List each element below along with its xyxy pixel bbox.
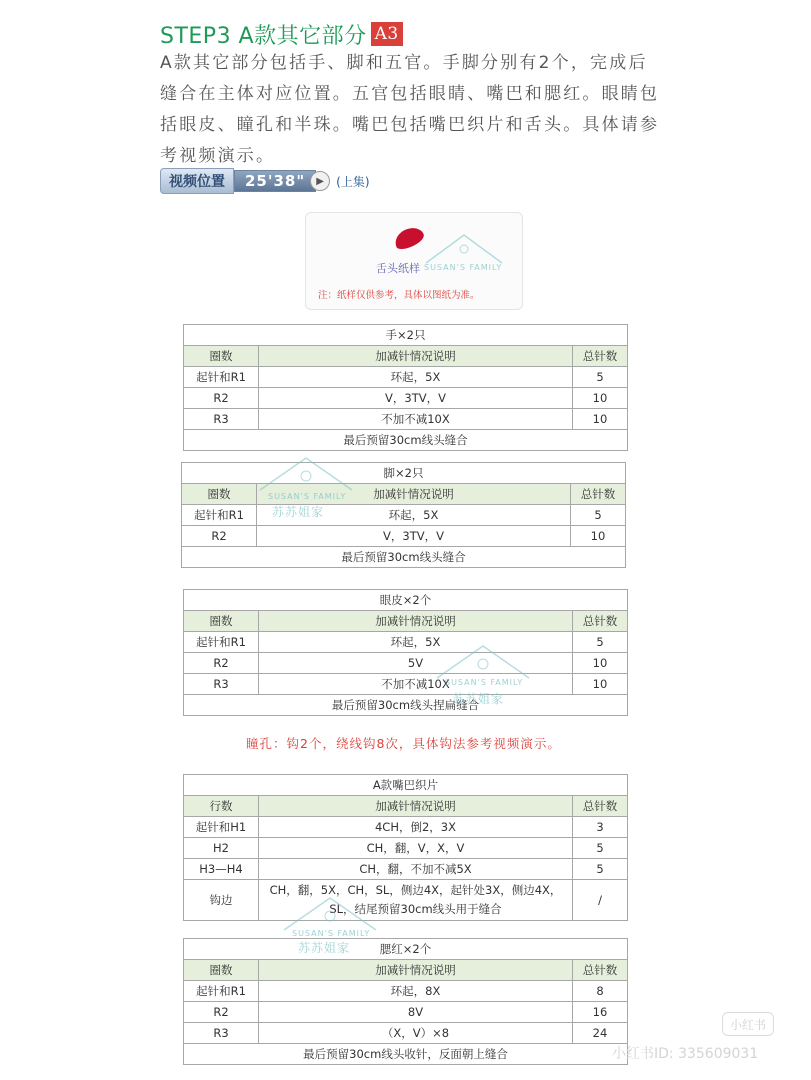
video-part-label: (上集) — [336, 174, 370, 189]
row-total: 3 — [573, 817, 628, 838]
row-instruction: 8V — [259, 1002, 573, 1023]
row-total: 5 — [571, 505, 626, 526]
pattern-note: 注：纸样仅供参考，具体以图纸为准。 — [318, 290, 480, 301]
row-instruction: 环起，5X — [257, 505, 571, 526]
pupil-note: 瞳孔：钩2个，绕线钩8次，具体钩法参考视频演示。 — [246, 736, 561, 751]
table-row — [184, 674, 628, 695]
column-header: 圈数 — [184, 611, 259, 632]
row-round: H3—H4 — [184, 859, 259, 880]
table-caption: 脚×2只 — [182, 463, 626, 484]
row-total: 5 — [573, 632, 628, 653]
blush-table — [183, 938, 628, 1065]
column-header: 加减针情况说明 — [259, 796, 573, 817]
row-total: 8 — [573, 981, 628, 1002]
step-title-text: STEP3 A款其它部分 — [160, 23, 367, 49]
row-instruction: 不加不减10X — [259, 409, 573, 430]
column-header: 加减针情况说明 — [259, 611, 573, 632]
watermark-text: 苏苏姐家 — [452, 692, 505, 706]
table-footer: 最后预留30cm线头收针，反面朝上缝合 — [184, 1044, 628, 1065]
column-header: 总针数 — [573, 346, 628, 367]
row-round: 起针和R1 — [184, 632, 259, 653]
row-instruction: CH，翻，V，X，V — [259, 838, 573, 859]
column-header: 总针数 — [573, 796, 628, 817]
row-round: 钩边 — [184, 880, 259, 921]
column-header: 行数 — [184, 796, 259, 817]
house-watermark-icon — [424, 227, 504, 267]
column-header: 加减针情况说明 — [257, 484, 571, 505]
table-row — [184, 981, 628, 1002]
row-instruction: 环起，8X — [259, 981, 573, 1002]
table-row — [184, 388, 628, 409]
video-position-bar[interactable] — [160, 168, 370, 194]
table-row — [184, 653, 628, 674]
house-watermark-icon — [282, 892, 378, 932]
column-header: 圈数 — [182, 484, 257, 505]
column-header: 圈数 — [184, 960, 259, 981]
row-round: H2 — [184, 838, 259, 859]
table-row — [182, 505, 626, 526]
row-instruction: CH，翻，不加不减5X — [259, 859, 573, 880]
watermark-text: SUSAN'S FAMILY — [292, 929, 371, 938]
column-header: 总针数 — [573, 960, 628, 981]
table-caption: 手×2只 — [184, 325, 628, 346]
hand-table — [183, 324, 628, 451]
video-timestamp: 25'38" — [234, 170, 316, 192]
table-footer: 最后预留30cm线头捏扁缝合 — [184, 695, 628, 716]
xiaohongshu-logo: 小红书 — [722, 1012, 774, 1036]
xiaohongshu-id: 小红书ID: 335609031 — [612, 1046, 759, 1062]
table-row — [184, 632, 628, 653]
row-total: 5 — [573, 367, 628, 388]
row-total: 16 — [573, 1002, 628, 1023]
column-header: 圈数 — [184, 346, 259, 367]
table-row — [184, 367, 628, 388]
row-total: 24 — [573, 1023, 628, 1044]
row-round: R2 — [184, 388, 259, 409]
row-instruction: 4CH，倒2，3X — [259, 817, 573, 838]
table-caption: A款嘴巴织片 — [184, 775, 628, 796]
row-instruction: V，3TV，V — [259, 388, 573, 409]
row-total: 5 — [573, 859, 628, 880]
watermark-text: SUSAN'S FAMILY — [268, 492, 347, 501]
row-instruction: 环起，5X — [259, 367, 573, 388]
row-total: 10 — [573, 409, 628, 430]
table-row — [182, 526, 626, 547]
row-instruction: CH，翻，5X，CH，SL，侧边4X，起针处3X，侧边4X，SL，结尾预留30cm线头用于缝合 — [259, 880, 573, 921]
row-instruction: 环起，5X — [259, 632, 573, 653]
table-row — [184, 817, 628, 838]
intro-paragraph: A款其它部分包括手、脚和五官。手脚分别有2个，完成后缝合在主体对应位置。五官包括眼睛、嘴巴和腮红。眼睛包括眼皮、瞳孔和半珠。嘴巴包括嘴巴织片和舌头。具体请参考视频演示。 — [160, 53, 660, 166]
table-footer: 最后预留30cm线头缝合 — [184, 430, 628, 451]
column-header: 总针数 — [571, 484, 626, 505]
watermark-text: 苏苏姐家 — [298, 941, 351, 955]
row-instruction: V，3TV，V — [257, 526, 571, 547]
row-round: R2 — [184, 653, 259, 674]
mouth-table — [183, 774, 628, 921]
tongue-pattern-card — [305, 212, 523, 310]
table-caption: 腮红×2个 — [184, 939, 628, 960]
row-round: 起针和R1 — [184, 367, 259, 388]
row-instruction: 5V — [259, 653, 573, 674]
row-round: R2 — [182, 526, 257, 547]
foot-table — [181, 462, 626, 568]
table-footer: 最后预留30cm线头缝合 — [182, 547, 626, 568]
row-round: R2 — [184, 1002, 259, 1023]
column-header: 总针数 — [573, 611, 628, 632]
table-row — [184, 409, 628, 430]
watermark-text: SUSAN'S FAMILY — [424, 263, 503, 272]
watermark-text: 苏苏姐家 — [272, 505, 325, 519]
row-round: R3 — [184, 409, 259, 430]
table-row — [184, 1023, 628, 1044]
house-watermark-icon — [258, 452, 354, 492]
table-caption: 眼皮×2个 — [184, 590, 628, 611]
row-round: R3 — [184, 674, 259, 695]
column-header: 加减针情况说明 — [259, 346, 573, 367]
table-row — [184, 859, 628, 880]
row-round: 起针和H1 — [184, 817, 259, 838]
watermark-text: SUSAN'S FAMILY — [445, 678, 524, 687]
table-row — [184, 880, 628, 921]
row-total: / — [573, 880, 628, 921]
row-total: 5 — [573, 838, 628, 859]
video-label: 视频位置 — [160, 168, 234, 194]
eyelid-table — [183, 589, 628, 716]
row-round: 起针和R1 — [182, 505, 257, 526]
row-round: R3 — [184, 1023, 259, 1044]
play-icon[interactable]: ▶ — [310, 171, 330, 191]
table-row — [184, 1002, 628, 1023]
row-round: 起针和R1 — [184, 981, 259, 1002]
row-total: 10 — [573, 388, 628, 409]
house-watermark-icon — [435, 640, 531, 680]
step-badge: A3 — [371, 22, 403, 46]
tongue-shape-icon — [392, 224, 427, 252]
column-header: 加减针情况说明 — [259, 960, 573, 981]
table-row — [184, 838, 628, 859]
row-total: 10 — [573, 674, 628, 695]
pattern-label: 舌头纸样 — [376, 262, 420, 275]
row-total: 10 — [573, 653, 628, 674]
row-total: 10 — [571, 526, 626, 547]
step-title — [160, 18, 403, 50]
row-instruction: （X，V）×8 — [259, 1023, 573, 1044]
row-instruction: 不加不减10X — [259, 674, 573, 695]
